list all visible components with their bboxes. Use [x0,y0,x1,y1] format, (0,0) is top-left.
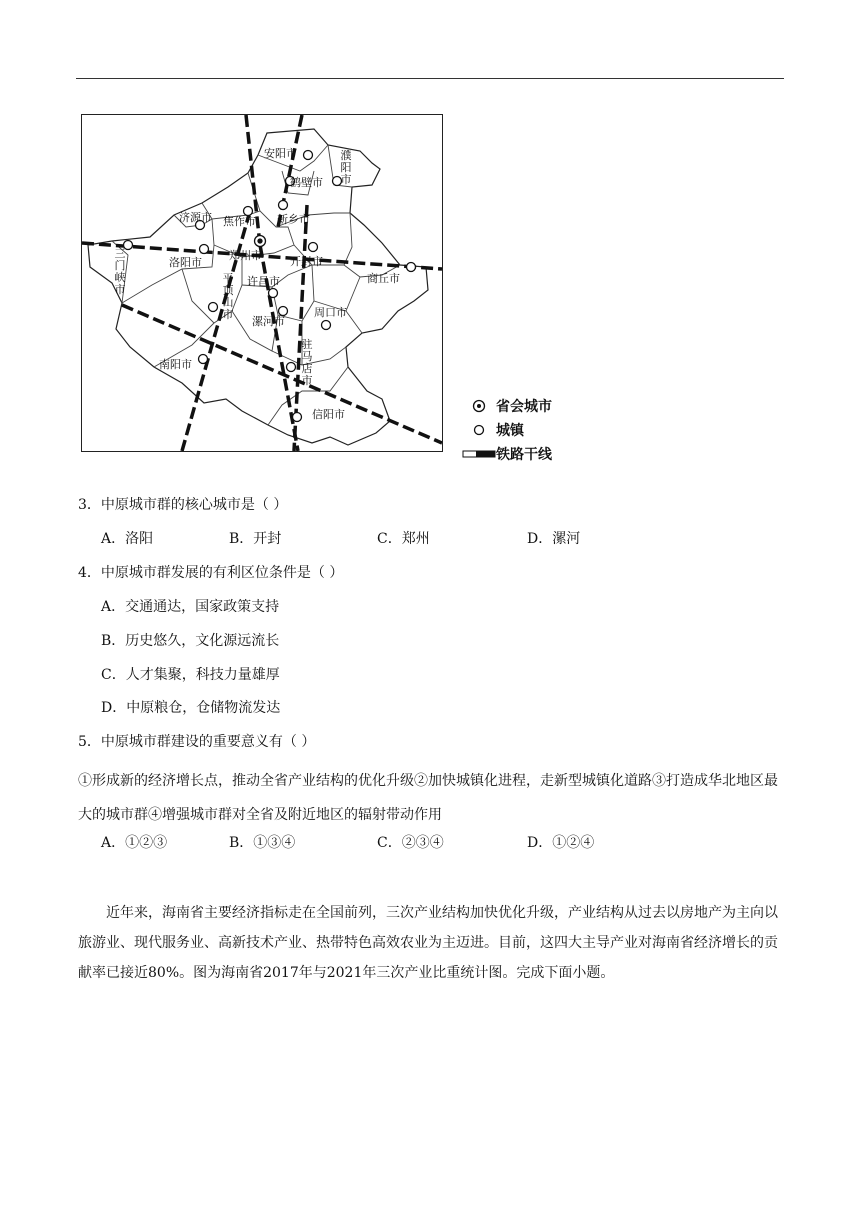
q5-option-c: C．②③④ [377,835,444,851]
q3-option-a: A．洛阳 [101,531,154,547]
legend-railway-label: 铁路干线 [496,447,552,463]
town-xinxiang [279,201,288,210]
map-legend [462,394,552,466]
label-hebi: 鹤壁市 [290,176,323,189]
town-xuchang [269,289,278,298]
town-symbol-icon [472,423,486,437]
henan-map [81,114,443,452]
q3-stem: 3．中原城市群的核心城市是（ ） [78,497,288,513]
label-anyang: 安阳市 [264,147,297,160]
town-zhumadian [287,363,296,372]
capital-zhengzhou-dot [258,239,262,243]
label-kaifeng: 开封市 [290,255,323,268]
label-shangqiu: 商丘市 [367,272,400,285]
q4-option-a: A．交通通达，国家政策支持 [101,599,280,615]
label-luohe: 漯河市 [252,315,285,328]
label-zhumadian-vertical: 驻马店市 [301,338,313,387]
q3-option-b: B．开封 [229,531,282,547]
q3-option-d: D．漯河 [527,531,581,547]
legend-capital-label: 省会城市 [496,399,552,415]
town-luoyang [200,245,209,254]
town-xinyang [293,413,302,422]
capital-symbol-icon [472,399,486,413]
railway-jiaoliu [182,211,250,451]
legend-capital [462,394,552,418]
label-pingdingshan-vertical: 平顶山市 [222,272,234,321]
label-xinxiang: 新乡市 [277,213,310,226]
label-jiyuan: 济源市 [179,211,212,224]
town-nanyang [199,355,208,364]
hainan-passage: 近年来，海南省主要经济指标走在全国前列，三次产业结构加快优化升级，产业结构从过去以房地产为主向以旅游业、现代服务业、高新技术产业、热带特色高效农业为主迈进。目前，这四大主导产业对海南省经济增长的贡献率已接近80%。图为海南省2017年与2021年三次产业比重统计图。完成下面小题。 [78,905,778,981]
town-anyang [304,151,313,160]
label-luoyang: 洛阳市 [169,256,202,269]
label-xinyang: 信阳市 [312,408,345,421]
q5-statements: ①形成新的经济增长点，推动全省产业结构的优化升级②加快城镇化进程，走新型城镇化道路③打造成华北地区最大的城市群④增强城市群对全省及附近地区的辐射带动作用 [78,773,778,823]
label-zhengzhou: 郑州市 [229,249,262,262]
q5-stem: 5．中原城市群建设的重要意义有（ ） [78,734,316,750]
town-shangqiu [407,263,416,272]
q3-option-c: C．郑州 [377,531,430,547]
town-kaifeng [309,243,318,252]
town-zhoukou [322,321,331,330]
boundary-luoyang [112,241,214,303]
q5-option-b: B．①③④ [229,835,296,851]
label-zhoukou: 周口市 [314,306,347,319]
q4-option-c: C．人才集聚，科技力量雄厚 [101,667,280,683]
header-rule [76,78,784,79]
map-svg [82,115,442,451]
legend-town-label: 城镇 [496,423,524,439]
q4-option-d: D．中原粮仓，仓储物流发达 [101,700,281,716]
q5-option-a: A．①②③ [101,835,168,851]
legend-town [462,418,552,442]
legend-railway [462,442,552,466]
q5-option-d: D．①②④ [527,835,595,851]
label-nanyang: 南阳市 [159,358,192,371]
q4-option-b: B．历史悠久，文化源远流长 [101,633,280,649]
label-sanmenxia-vertical: 三门峡市 [114,247,126,296]
label-jiaozuo: 焦作市 [223,215,256,228]
q4-stem: 4．中原城市群发展的有利区位条件是（ ） [78,565,344,581]
railway-symbol-icon [462,449,496,459]
label-puyang-vertical: 濮阳市 [340,149,352,186]
label-xuchang: 许昌市 [247,275,280,288]
town-pingdingshan [209,303,218,312]
